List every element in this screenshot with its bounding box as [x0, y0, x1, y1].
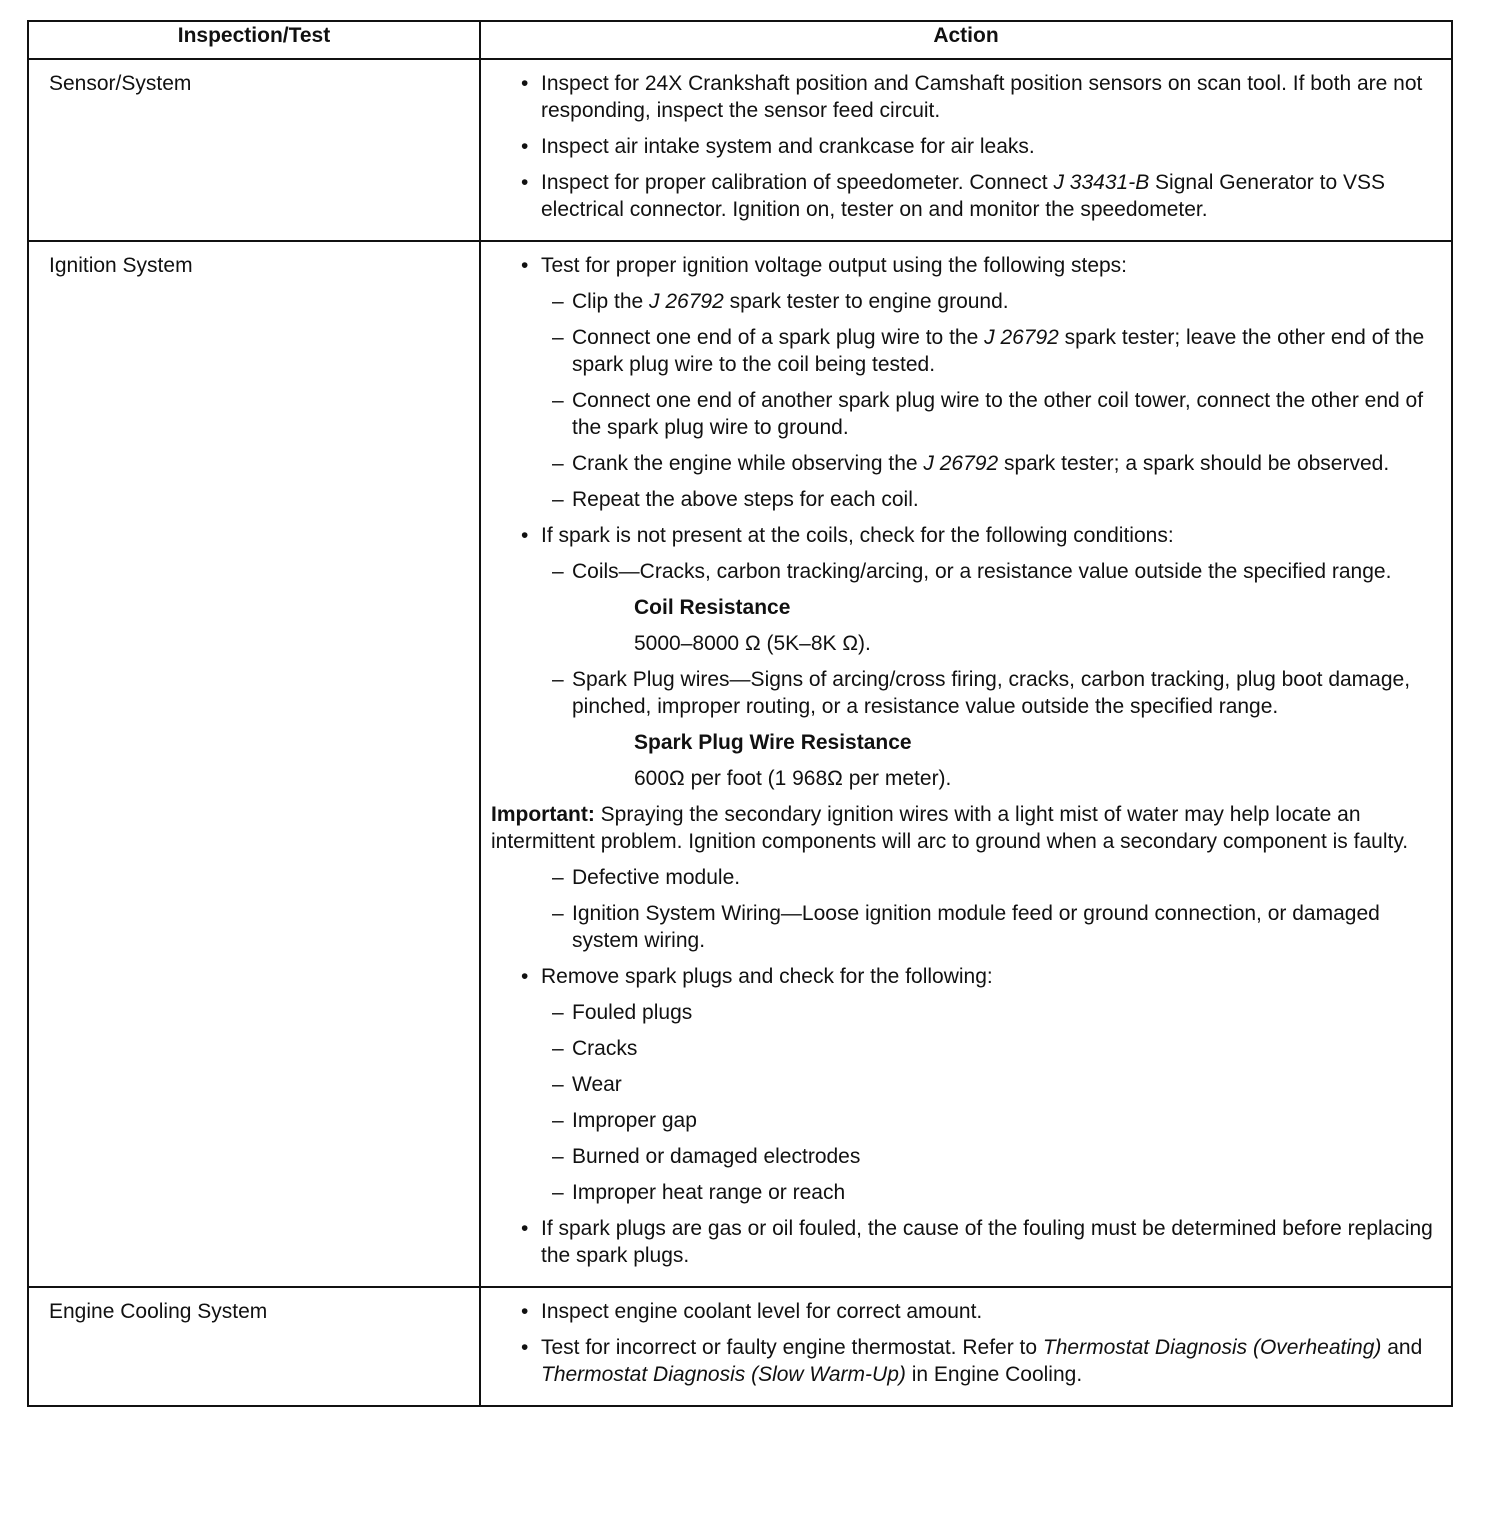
bullet-item [491, 133, 1443, 160]
text-segment: Crank the engine while observing the [572, 452, 924, 475]
sub-item [491, 1179, 1443, 1206]
italic-reference: J 26792 [984, 326, 1059, 349]
text-segment: Clip the [572, 290, 650, 313]
italic-reference: J 26792 [923, 452, 999, 475]
text-segment: Signal Generator to VSS electrical connector. Ignition on, tester on and monitor the speedometer. [541, 171, 1386, 221]
bullet-item [491, 169, 1443, 223]
text-segment: Wear [572, 1073, 622, 1096]
bullet-item [491, 1298, 1443, 1325]
sub-item [491, 864, 1443, 891]
table-header-row [28, 21, 1452, 59]
sub-item [491, 999, 1443, 1026]
bullet-item [491, 1215, 1443, 1269]
action-cell [480, 59, 1452, 241]
spec-value [491, 765, 1443, 792]
bold-label: Important: [491, 803, 595, 826]
text-segment: Spark Plug wires—Signs of arcing/cross firing, cracks, carbon tracking, plug boot damage, pinched, improper routing, or a resistance value outside the specified range. [572, 668, 1411, 718]
spec-heading [491, 729, 1443, 756]
italic-reference: Thermostat Diagnosis (Slow Warm-Up) [541, 1363, 906, 1386]
text-segment: Coils—Cracks, carbon tracking/arcing, or a resistance value outside the specified range. [572, 560, 1392, 583]
bullet-item [491, 1334, 1443, 1388]
text-segment: If spark plugs are gas or oil fouled, the cause of the fouling must be determined before replacing the spark plugs. [541, 1217, 1433, 1267]
sub-item [491, 666, 1443, 720]
spec-heading [491, 594, 1443, 621]
text-segment: spark tester; leave the other end of the spark plug wire to the coil being tested. [572, 326, 1425, 376]
header-inspection-test: Inspection/Test [28, 21, 480, 59]
text-segment: Cracks [572, 1037, 638, 1060]
text-segment: 600Ω per foot (1 968Ω per meter). [634, 767, 952, 790]
text-segment: Inspect for 24X Crankshaft position and Camshaft position sensors on scan tool. If both are not responding, inspect the sensor feed circuit. [541, 72, 1423, 122]
sub-item [491, 288, 1443, 315]
sub-item [491, 1107, 1443, 1134]
text-segment: and [1381, 1336, 1423, 1359]
sub-item [491, 324, 1443, 378]
text-segment: Spark Plug Wire Resistance [634, 731, 912, 754]
text-segment: Coil Resistance [634, 596, 791, 619]
sub-item [491, 558, 1443, 585]
inspection-test-cell: Engine Cooling System [28, 1287, 480, 1406]
text-segment: in Engine Cooling. [905, 1363, 1083, 1386]
text-segment: Test for proper ignition voltage output using the following steps: [541, 254, 1128, 277]
table-row [28, 241, 1452, 1287]
text-segment: Connect one end of another spark plug wire to the other coil tower, connect the other end of the spark plug wire to ground. [572, 389, 1424, 439]
text-segment: spark tester to engine ground. [723, 290, 1009, 313]
header-action: Action [480, 21, 1452, 59]
important-note [491, 801, 1443, 855]
text-segment: Defective module. [572, 866, 741, 889]
bullet-item [491, 963, 1443, 990]
sub-item [491, 1035, 1443, 1062]
text-segment: Spraying the secondary ignition wires with a light mist of water may help locate an intermittent problem. Ignition components will arc to ground when a secondary component is faulty. [491, 803, 1409, 853]
text-segment: Burned or damaged electrodes [572, 1145, 861, 1168]
sub-item [491, 1143, 1443, 1170]
italic-reference: Thermostat Diagnosis (Overheating) [1042, 1336, 1382, 1359]
text-segment: spark tester; a spark should be observed. [998, 452, 1390, 475]
inspection-test-cell: Sensor/System [28, 59, 480, 241]
action-cell [480, 1287, 1452, 1406]
bullet-item [491, 522, 1443, 549]
action-cell [480, 241, 1452, 1287]
sub-item [491, 900, 1443, 954]
text-segment: Repeat the above steps for each coil. [572, 488, 919, 511]
text-segment: If spark is not present at the coils, check for the following conditions: [541, 524, 1174, 547]
text-segment: Inspect engine coolant level for correct amount. [541, 1300, 983, 1323]
text-segment: Connect one end of a spark plug wire to the [572, 326, 985, 349]
sub-item [491, 1071, 1443, 1098]
sub-item [491, 387, 1443, 441]
inspection-test-cell: Ignition System [28, 241, 480, 1287]
text-segment: Remove spark plugs and check for the following: [541, 965, 993, 988]
table-row [28, 59, 1452, 241]
sub-item [491, 450, 1443, 477]
text-segment: 5000–8000 Ω (5K–8K Ω). [634, 632, 871, 655]
italic-reference: J 26792 [649, 290, 724, 313]
text-segment: Inspect air intake system and crankcase for air leaks. [541, 135, 1035, 158]
italic-reference: J 33431-B [1053, 171, 1150, 194]
text-segment: Fouled plugs [572, 1001, 693, 1024]
text-segment: Inspect for proper calibration of speedometer. Connect [541, 171, 1054, 194]
bullet-item [491, 252, 1443, 279]
text-segment: Improper gap [572, 1109, 697, 1132]
sub-item [491, 486, 1443, 513]
spec-value [491, 630, 1443, 657]
text-segment: Test for incorrect or faulty engine thermostat. Refer to [541, 1336, 1043, 1359]
text-segment: Improper heat range or reach [572, 1181, 846, 1204]
bullet-item [491, 70, 1443, 124]
table-row [28, 1287, 1452, 1406]
text-segment: Ignition System Wiring—Loose ignition module feed or ground connection, or damaged system wiring. [572, 902, 1380, 952]
inspection-table [27, 20, 1453, 1407]
